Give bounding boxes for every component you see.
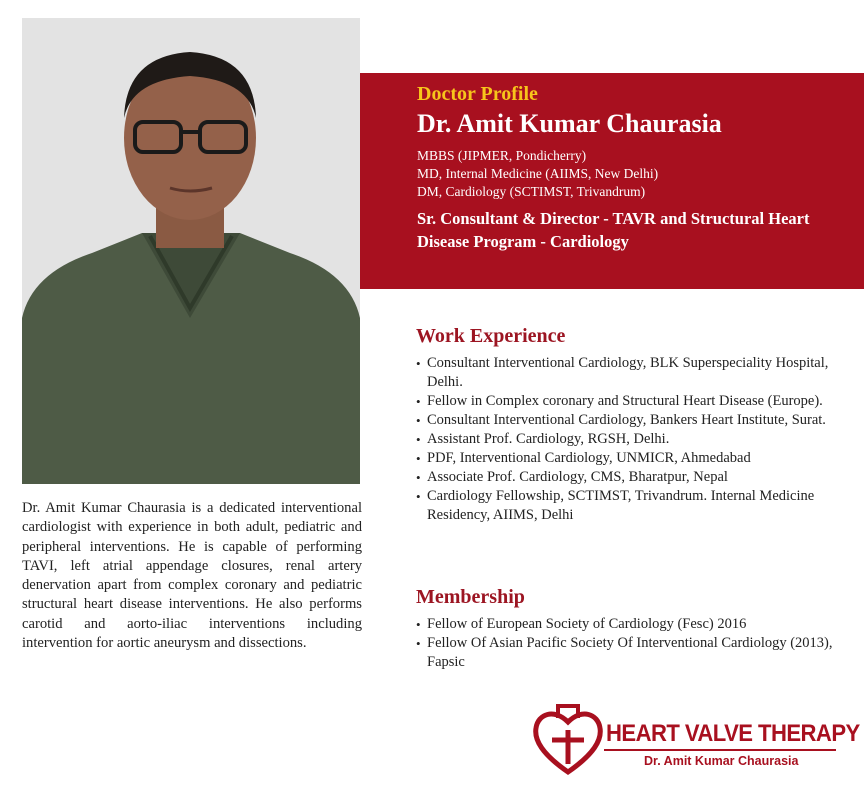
designation: Sr. Consultant & Director - TAVR and Structural Heart Disease Program - Cardiology xyxy=(417,209,810,251)
doctor-name: Dr. Amit Kumar Chaurasia xyxy=(417,109,722,138)
list-item: • Consultant Interventional Cardiology, BLK Superspeciality Hospital, Delhi. xyxy=(416,354,856,392)
profile-banner xyxy=(360,73,864,289)
heart-valve-logo-icon xyxy=(532,700,604,780)
doctor-portrait-icon xyxy=(22,18,360,484)
list-item: • Cardiology Fellowship, SCTIMST, Trivandrum. Internal Medicine Residency, AIIMS, Delhi xyxy=(416,487,856,525)
list-item: • Fellow in Complex coronary and Structural Heart Disease (Europe). xyxy=(416,392,856,411)
doctor-photo xyxy=(22,18,360,484)
list-item: • Consultant Interventional Cardiology, Bankers Heart Institute, Surat. xyxy=(416,411,856,430)
list-item: • PDF, Interventional Cardiology, UNMICR, Ahmedabad xyxy=(416,449,856,468)
logo-title: HEART VALVE THERAPY xyxy=(606,720,860,747)
qualifications-list xyxy=(417,147,844,201)
work-experience-heading: Work Experience xyxy=(416,325,566,347)
work-experience-list xyxy=(416,354,856,525)
qualification-item: MD, Internal Medicine (AIIMS, New Delhi) xyxy=(417,166,659,181)
heart-valve-therapy-logo xyxy=(532,700,860,780)
list-item: • Assistant Prof. Cardiology, RGSH, Delhi. xyxy=(416,430,856,449)
membership-heading: Membership xyxy=(416,586,525,608)
doctor-bio: Dr. Amit Kumar Chaurasia is a dedicated interventional cardiologist with experience in both adult, pediatric and peripheral interventions. He is capable of performing TAVI, left atrial appendage closures, renal artery denervation apart from complex coronary and pediatric structural heart disease interventions. He also performs carotid and aorto-iliac interventions including intervention for aortic aneurysm and dissections. xyxy=(22,500,362,652)
membership-section xyxy=(416,585,856,672)
logo-subtitle: Dr. Amit Kumar Chaurasia xyxy=(644,754,799,768)
profile-eyebrow: Doctor Profile xyxy=(417,83,538,105)
list-item: • Associate Prof. Cardiology, CMS, Bharatpur, Nepal xyxy=(416,468,856,487)
qualification-item: MBBS (JIPMER, Pondicherry) xyxy=(417,148,587,163)
list-item: • Fellow of European Society of Cardiology (Fesc) 2016 xyxy=(416,615,856,634)
list-item: • Fellow Of Asian Pacific Society Of Interventional Cardiology (2013), Fapsic xyxy=(416,634,856,672)
logo-divider xyxy=(604,749,836,751)
membership-list xyxy=(416,615,856,672)
work-experience-section xyxy=(416,324,856,525)
qualification-item: DM, Cardiology (SCTIMST, Trivandrum) xyxy=(417,184,646,199)
